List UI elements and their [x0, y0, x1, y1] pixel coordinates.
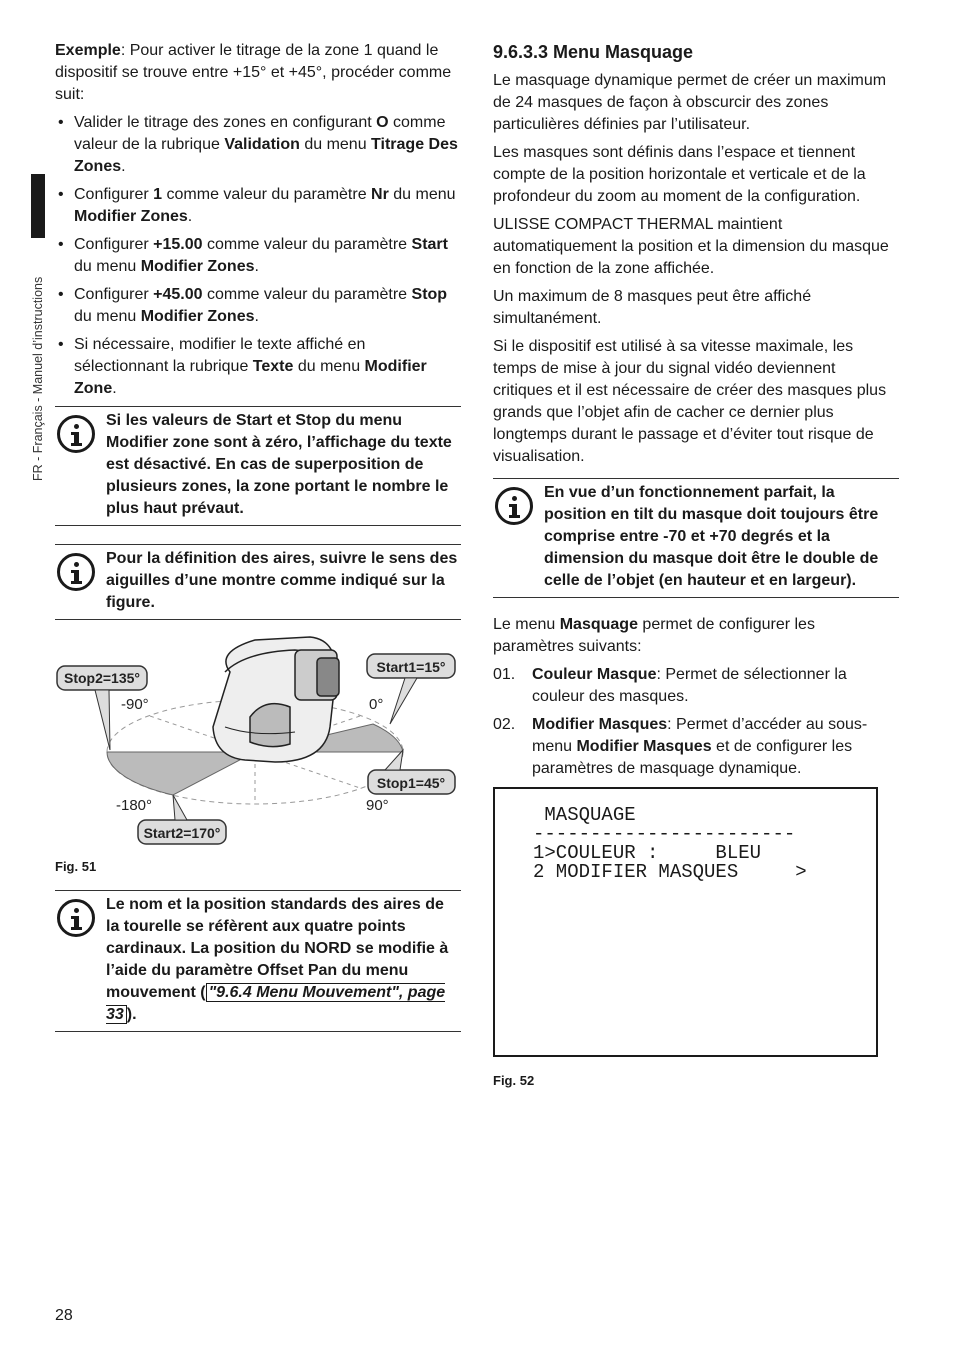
section-heading: 9.6.3.3 Menu Masquage: [493, 42, 694, 62]
zone-2-sector: [107, 752, 255, 795]
left-column: [55, 40, 461, 620]
side-tab-text: FR - Français - Manuel d’instructions: [31, 276, 45, 481]
osd-title: MASQUAGE: [533, 804, 636, 826]
camera-illustration: [213, 637, 339, 762]
list-item: • Valider le titrage des zones en configurant O comme valeur de la rubrique Validation du menu Titrage Des Zones.: [55, 112, 461, 178]
deg-90-label: 90°: [366, 797, 389, 814]
side-tab-label: [31, 245, 45, 485]
figure-51-caption: Fig. 51: [55, 859, 97, 874]
info-note-tilt: [493, 478, 899, 598]
deg-minus90-label: -90°: [121, 696, 149, 713]
list-item: • Si nécessaire, modifier le texte affiché en sélectionnant la rubrique Texte du menu Modifier Zone.: [55, 334, 461, 400]
page-number: 28: [55, 1307, 73, 1324]
paragraph: Un maximum de 8 masques peut être affiché simultanément.: [493, 288, 812, 327]
paragraph: Le masquage dynamique permet de créer un maximum de 24 masques de façon à obscurcir des zones particulières définies par l’utilisateur.: [493, 72, 887, 133]
right-column: [493, 40, 899, 786]
deg-minus180-label: -180°: [116, 797, 153, 814]
paragraph: Les masques sont définis dans l’espace et tiennent compte de la position horizontale et verticale et de la profondeur du zoom au moment de la configuration.: [493, 144, 866, 205]
list-item: 02. Modifier Masques: Permet d’accéder au sous-menu Modifier Masques et de configurer les paramètres de masquage dynamique.: [493, 716, 868, 777]
info-note-cardinal: [55, 890, 461, 1032]
osd-separator: -----------------------: [533, 823, 796, 845]
info-icon: [55, 548, 106, 614]
menu-intro: Le menu Masquage permet de configurer les paramètres suivants:: [493, 616, 815, 655]
info-icon: [493, 482, 544, 592]
deg-0-label: 0°: [369, 696, 384, 713]
osd-menu-screen: [493, 787, 878, 1057]
start2-label: Start2=170°: [143, 825, 221, 841]
info-note-clockwise: [55, 544, 461, 620]
start1-label: Start1=15°: [376, 659, 446, 675]
figure-52-caption: Fig. 52: [493, 1073, 535, 1088]
stop1-label: Stop1=45°: [376, 775, 446, 791]
zone-diagram: [55, 632, 461, 852]
list-item: • Configurer +45.00 comme valeur du paramètre Stop du menu Modifier Zones.: [55, 284, 461, 328]
intro-text: : Pour activer le titrage de la zone 1 quand le dispositif se trouve entre +15° et +45°, procéder comme suit:: [55, 42, 452, 103]
info-icon: [55, 894, 106, 1026]
note-text: Pour la définition des aires, suivre le sens des aiguilles d’une montre comme indiqué sur la figure.: [106, 550, 458, 611]
note-text: Le nom et la position standards des aires de la tourelle se réfèrent aux quatre points cardinaux. La position du NORD se modifie à l’aide du paramètre Offset Pan du menu mouvement ( "9.6.4 Menu Mouvement", page 33 ).: [106, 896, 449, 1023]
list-item: • Configurer +15.00 comme valeur du paramètre Start du menu Modifier Zones.: [55, 234, 461, 278]
paragraph: Si le dispositif est utilisé à sa vitesse maximale, les temps de mise à jour du signal vidéo deviennent critiques et il est nécessaire de créer des masques plus grands que l’objet afin de cacher ce dernier plus longtemps durant le passage et d’éviter tout risque de visualisation.: [493, 338, 887, 465]
section-link[interactable]: "9.6.4 Menu Mouvement", page 33: [106, 984, 446, 1023]
info-note-zero-values: [55, 406, 461, 526]
side-tab-marker: [31, 174, 45, 238]
intro-bold: Exemple: [55, 42, 121, 59]
osd-menu-item-couleur[interactable]: 1>COULEUR : BLEU: [533, 842, 762, 864]
list-item: • Configurer 1 comme valeur du paramètre Nr du menu Modifier Zones.: [55, 184, 461, 228]
note-text: En vue d’un fonctionnement parfait, la position en tilt du masque doit toujours être comprise entre -70 et +70 degrés et la dimension du masque doit être le double de celle de l’objet (en hauteur et en largeur).: [544, 484, 879, 589]
note-text: Si les valeurs de Start et Stop du menu Modifier zone sont à zéro, l’affichage du texte est désactivé. En cas de superposition de plusieurs zones, la zone portant le nombre le plus haut prévaut.: [106, 412, 452, 517]
intro-paragraph: [55, 40, 461, 106]
info-icon: [55, 410, 106, 520]
list-item: 01. Couleur Masque: Permet de sélectionner la couleur des masques.: [493, 666, 847, 705]
menu-items-list: [493, 664, 899, 780]
steps-list: [55, 112, 461, 400]
paragraph: ULISSE COMPACT THERMAL maintient automatiquement la position et la dimension du masque en fonction de la zone affichée.: [493, 216, 889, 277]
stop2-label: Stop2=135°: [63, 670, 141, 686]
osd-menu-item-modifier[interactable]: 2 MODIFIER MASQUES >: [533, 861, 807, 883]
